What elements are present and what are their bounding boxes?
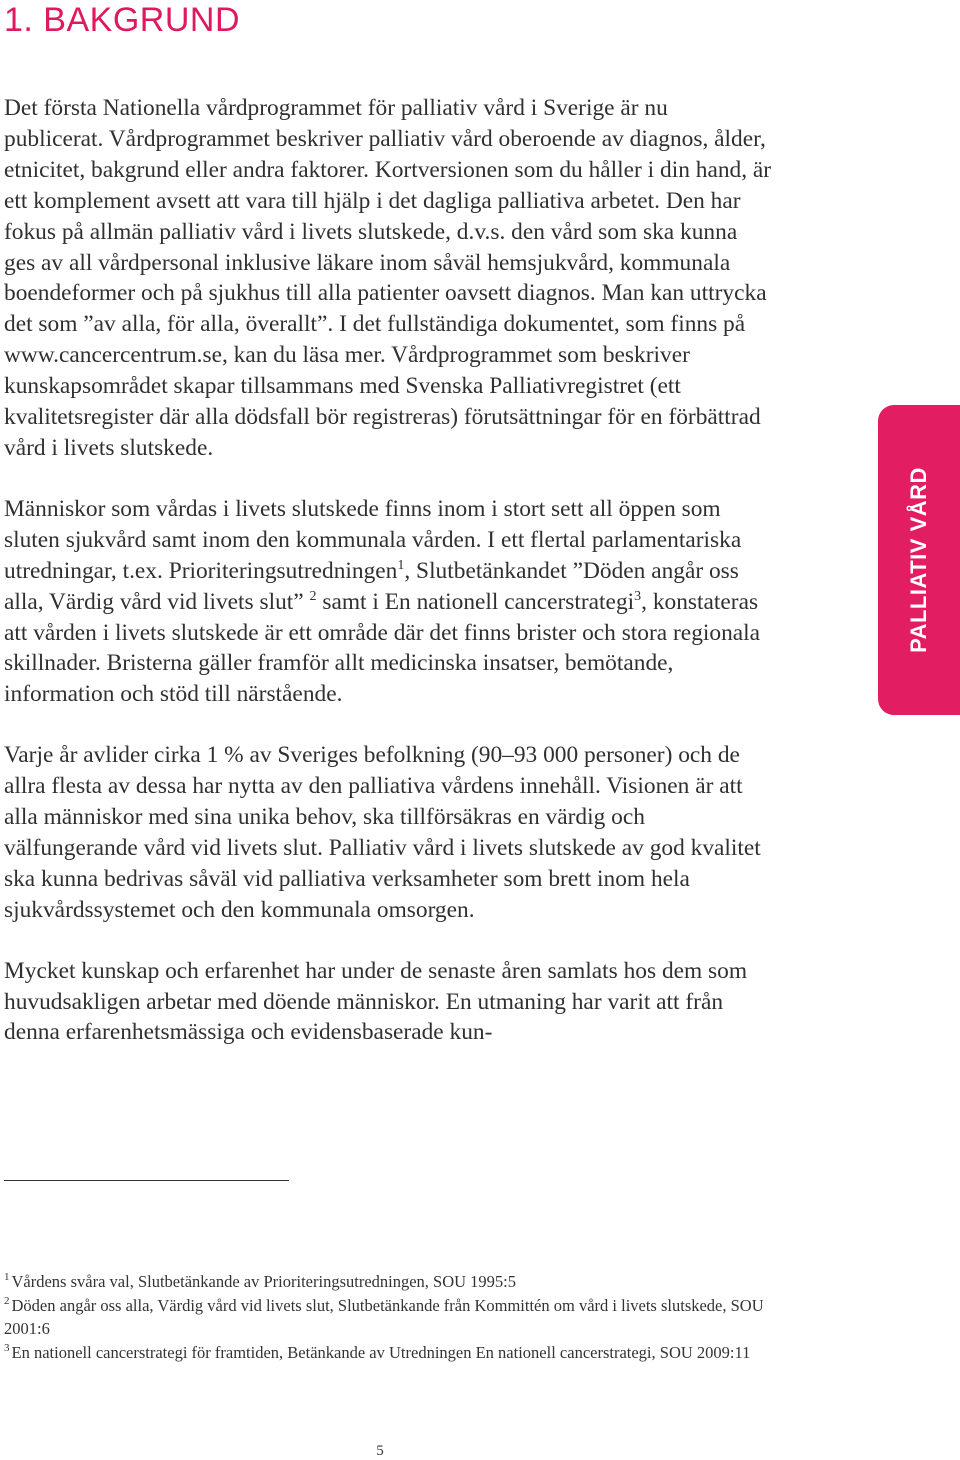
paragraph-statistik: Varje år avlider cirka 1 % av Sveriges befolkning (90–93 000 personer) och de allra flesta av dessa har nytta av den palliativa vårdens innehåll. Visionen är att alla människor med sina unika behov, ska tillförsäkras en värdig och välfungerande vård vid livets slut. Palliativ vård i livets slutskede av god kvalitet ska kunna bedrivas såväl vid palliativa verksamheter som brett inom hela sjukvårdssystemet och den kommunala omsorgen.: [4, 742, 761, 923]
footnote-1: [4, 1270, 794, 1294]
paragraph-text-segment: Människor som vårdas i livets slutskede finns inom i stort sett all öppen som sluten sjukvård samt inom den kommunala vården. I ett flertal parlamentariska utredningar, t.ex. Prioriteringsutredningen: [4, 495, 742, 584]
page-heading: 1. BAKGRUND: [4, 1, 240, 39]
paragraph-text-segment: samt i En nationell cancerstrategi: [316, 588, 635, 615]
side-tab-label: PALLIATIV VÅRD: [906, 467, 932, 653]
paragraph-text-segment: , konstateras att vården i livets slutskede är ett område där det finns brister och stora regionala skillnader. Bristerna gäller framför allt medicinska insatser, bemötande, information och stöd till närstående.: [4, 588, 761, 708]
page-number: 5: [376, 1443, 384, 1459]
footnote-number: 2: [4, 1294, 10, 1307]
section-side-tab: [878, 405, 960, 715]
footnote-text: Döden angår oss alla, Värdig vård vid livets slut, Slutbetänkande från Kommittén om vård i livets slutskede, SOU 2001:6: [4, 1295, 764, 1339]
footnote-ref-1[interactable]: 1: [397, 557, 405, 573]
footnote-2: [4, 1294, 794, 1341]
paragraph-text-segment: , Slutbetänkandet ”Döden angår oss alla, Värdig vård vid livets slut”: [4, 557, 739, 615]
footnote-number: 1: [4, 1271, 10, 1283]
paragraph-intro: Det första Nationella vårdprogrammet för palliativ vård i Sverige är nu publicerat. Vårdprogrammet beskriver palliativ vård oberoende av diagnos, ålder, etnicitet, bakgrund eller andra faktorer. Kortversionen som du håller i din hand, är ett komplement avsett att vara till hjälp i det dagliga palliativa arbetet. Den har fokus på allmän palliativ vård i livets slutskede, d.v.s. den vård som ska kunna ges av all vårdpersonal inklusive läkare inom såväl hemsjukvård, kommunala boendeformer och på sjukhus till alla patienter oavsett diagnos. Man kan uttrycka det som ”av alla, för alla, överallt”. I det fullständiga dokumentet, som finns på www.cancercentrum.se, kan du läsa mer. Vårdprogrammet som beskriver kunskapsområdet skapar tillsammans med Svenska Palliativregistret (ett kvalitetsregister där alla dödsfall bör registreras) förutsättningar för en förbättrad vård i livets slutskede.: [4, 95, 772, 461]
footnote-3: [4, 1341, 794, 1365]
paragraph-utredningar: [4, 494, 772, 710]
body-text: [4, 93, 772, 1078]
footnote-number: 3: [4, 1341, 10, 1354]
paragraph-kunskap: Mycket kunskap och erfarenhet har under de senaste åren samlats hos dem som huvudsakligen arbetar med döende människor. En utmaning har varit att från denna erfarenhetsmässiga och evidensbaserade kun-: [4, 957, 748, 1046]
footnote-divider: [4, 1180, 289, 1181]
footnote-ref-3[interactable]: 3: [634, 588, 642, 604]
footnotes: [4, 1270, 794, 1364]
footnote-text: Vårdens svåra val, Slutbetänkande av Prioriteringsutredningen, SOU 1995:5: [11, 1272, 517, 1291]
footnote-ref-2[interactable]: 2: [309, 588, 317, 604]
footnote-text: En nationell cancerstrategi för framtiden, Betänkande av Utredningen En nationell cancerstrategi, SOU 2009:11: [11, 1342, 751, 1362]
